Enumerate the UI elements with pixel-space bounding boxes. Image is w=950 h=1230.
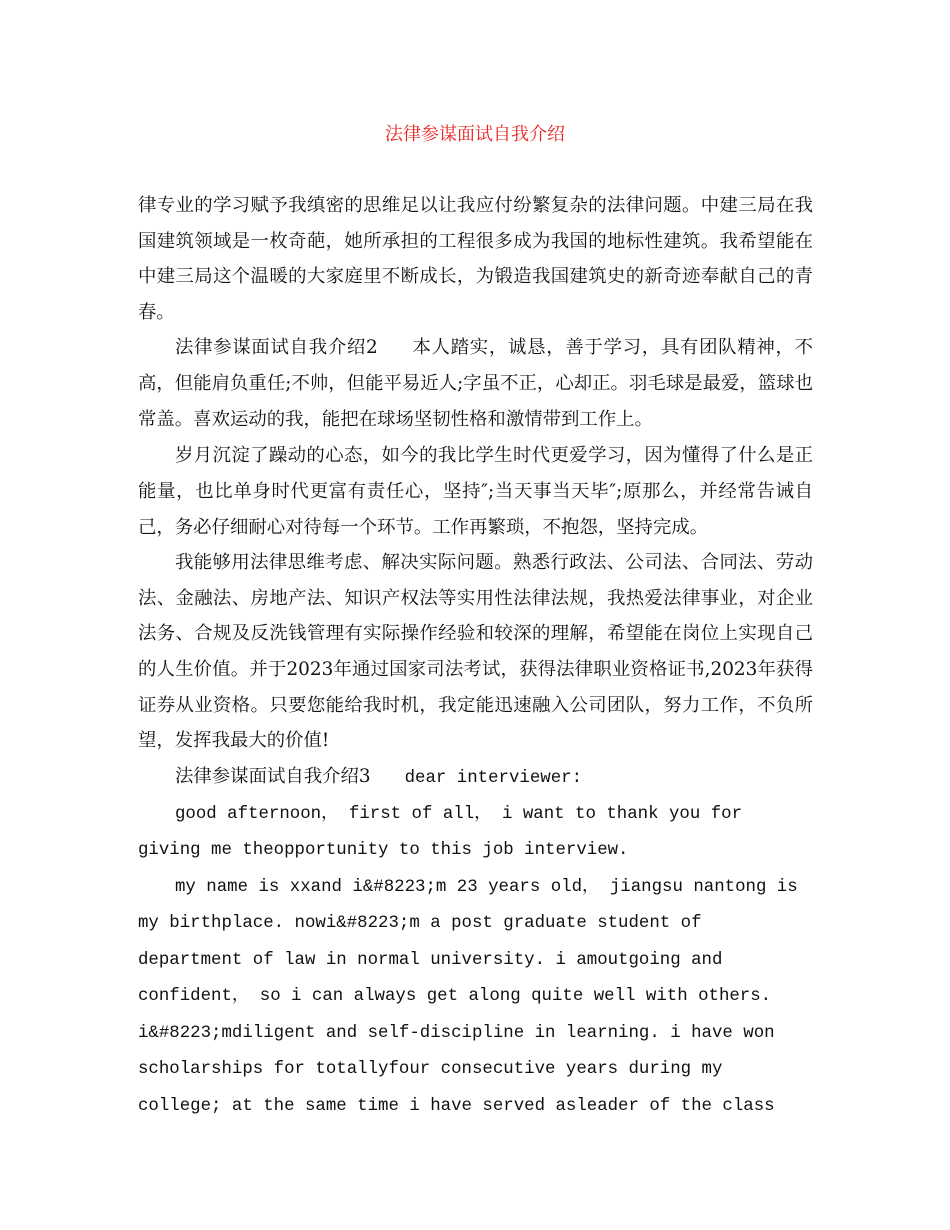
document-title: 法律参谋面试自我介绍	[385, 124, 565, 145]
section-heading-3: 法律参谋面试自我介绍3	[175, 765, 371, 787]
paragraph-2-text: 本人踏实，诚恳，善于学习，具有团队精神，不高，但能肩负重任;不帅，但能平易近人;字虽不正，心却正。羽毛球是最爱，篮球也常盖。喜欢运动的我，能把在球场坚韧性格和激情带到工作上。	[138, 337, 813, 431]
paragraph-6: good afternoon， first of all， i want to thank you for giving me theopportunity to this job interview.	[138, 804, 743, 861]
paragraph-1: 律专业的学习赋予我缜密的思维足以让我应付纷繁复杂的法律问题。中建三局在我国建筑领域是一枚奇葩，她所承担的工程很多成为我国的地标性建筑。我希望能在中建三局这个温暖的大家庭里不断成长，为锻造我国建筑史的新奇迹奉献自己的青春。	[138, 195, 813, 323]
document-body	[138, 188, 813, 1125]
paragraph-4: 我能够用法律思维考虑、解决实际问题。熟悉行政法、公司法、合同法、劳动法、金融法、房地产法、知识产权法等实用性法律法规，我热爱法律事业，对企业法务、合规及反洗钱管理有实际操作经验和较深的理解，希望能在岗位上实现自己的人生价值。并于2023年通过国家司法考试，获得法律职业资格证书,2023年获得证券从业资格。只要您能给我时机，我定能迅速融入公司团队，努力工作，不负所望，发挥我最大的价值!	[138, 552, 813, 752]
paragraph-7: my name is xxand i&#8223;m 23 years old， jiangsu nantong is my birthplace. nowi&#8223;m a post graduate student of department of law in normal university. i amoutgoing and confident， so i can always get along quite well with others. i&#8223;mdiligent and self-discipline in learning. i have won scholarships for totallyfour consecutive years during my college; at the same time i have served asleader of the class	[138, 877, 798, 1116]
paragraph-2	[138, 330, 813, 438]
paragraph-5	[138, 759, 813, 797]
greeting: dear interviewer:	[404, 768, 583, 788]
section-heading-2: 法律参谋面试自我介绍2	[175, 337, 378, 359]
paragraph-3: 岁月沉淀了躁动的心态，如今的我比学生时代更爱学习，因为懂得了什么是正能量，也比单身时代更富有责任心，坚持″;当天事当天毕″;原那么，并经常告诫自己，务必仔细耐心对待每一个环节。工作再繁琐，不抱怨，坚持完成。	[138, 445, 813, 538]
